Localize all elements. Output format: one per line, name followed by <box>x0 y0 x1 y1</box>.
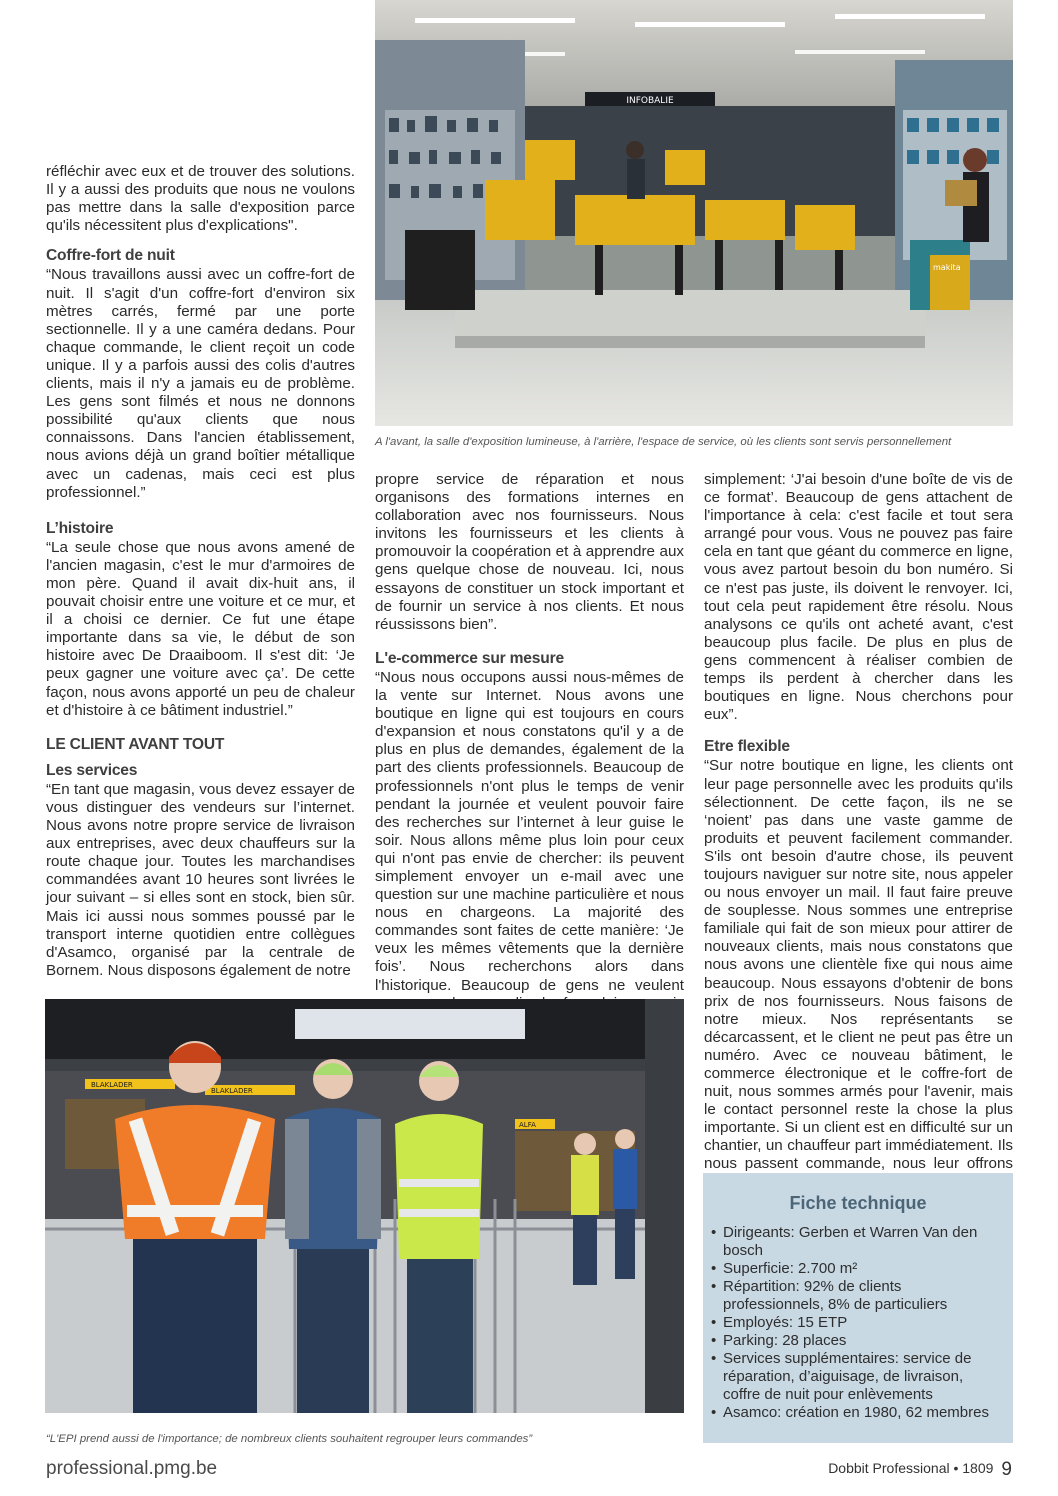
column-2-intro: propre service de réparation et nous organisons des formations internes en collaboration avec nos fournisseurs. Nous invitons les fournisseurs et les clients à promouvoir la coopération et à apprendre aux gens quelque chose de nouveau. Ici, nous essayons de constituer un stock important et de fournir un service à nos clients. Et nous réussissons bien”. <box>375 471 684 633</box>
infobalie-sign: INFOBALIE <box>626 96 674 106</box>
paragraph-services: “En tant que magasin, vous devez essayer de vous distinguer des vendeurs sur l’internet. Nous avons notre propre service de livraison aux entreprises, avec deux chauffeurs sur la route chaque jour. Toutes les marchandises commandées avant 10 heures sont livrées le jour suivant – si elles sont en stock, bien sûr. Mais ici aussi nous sommes poussé par le transport interne quotidien entre collègues d'Asamco, organisé par la centrale de Bornem. Nous disposons également de notre <box>46 780 355 979</box>
showroom-photo <box>375 0 1013 426</box>
makita-label: makita <box>933 263 961 272</box>
showroom-caption: A l'avant, la salle d'exposition lumineuse, à l'arrière, l'espace de service, où les clients sont servis personnellement <box>375 436 952 448</box>
shelf-label-1: BLAKLADER <box>91 1081 133 1089</box>
page-number: 9 <box>1001 1459 1012 1480</box>
heading-ecommerce: L'e-commerce sur mesure <box>375 649 564 667</box>
heading-coffre-fort: Coffre-fort de nuit <box>46 247 175 265</box>
ppe-illustration <box>45 999 684 1413</box>
fiche-technique-title: Fiche technique <box>789 1193 927 1213</box>
fiche-item-parking: • Parking: 28 places <box>711 1332 1001 1350</box>
footer-magazine-issue: Dobbit Professional • 1809 <box>828 1460 994 1476</box>
fiche-technique-box <box>703 1173 1013 1443</box>
fiche-item-superficie: • Superficie: 2.700 m² <box>711 1260 1001 1278</box>
footer-website-link[interactable]: professional.pmg.be <box>46 1458 218 1479</box>
article-column-3 <box>704 471 1013 1192</box>
fiche-item-dirigeants: • Dirigeants: Gerben et Warren Van den bosch <box>711 1224 1001 1260</box>
column-3-intro: simplement: ‘J'ai besoin d'une boîte de vis de ce format’. Beaucoup de gens attachent de l'importance à cela: c'est facile et tout sera arrangé pour vous. Vous ne pouvez pas faire cela en tant que géant du commerce en ligne, vous avez partout besoin du bon numéro. Si ce n'est pas juste, ils doivent le renvoyer. Ici, tout cela peut rapidement être résolu. Nous analysons ce qu'ils ont acheté avant, c'est beaucoup plus facile. De plus en plus de gens commencent à réaliser combien de temps ils perdent à chercher dans les boutiques en ligne. Nous cherchons pour eux”. <box>704 471 1013 724</box>
shelf-label-3: ALFA <box>519 1121 536 1129</box>
fiche-item-services: • Services supplémentaires: service de réparation, d’aiguisage, de livraison, coffre de nuit pour enlèvements <box>711 1350 1001 1404</box>
article-column-2 <box>375 471 684 1031</box>
paragraph-coffre-fort: “Nous travaillons aussi avec un coffre-fort de nuit. Il s'agit d'un coffre-fort d'environ six mètres carrés, fermé par une porte sectionnelle. Il y a une caméra dedans. Pour chaque commande, le client reçoit un code unique. Il y a parfois aussi des colis d'autres clients, mais il n'y a jamais eu de problème. Les gens sont filmés et nous ne donnons possibilité qu'aux clients que nous connaissons. Dans l'ancien établissement, nous avions déjà un grand boîtier métallique avec un cadenas, mais ceci est plus professionnel.” <box>46 266 355 501</box>
section-heading-client: LE CLIENT AVANT TOUT <box>46 735 225 753</box>
showroom-illustration <box>375 0 1013 426</box>
footer-magazine-info <box>828 1459 1012 1481</box>
ppe-caption: “L'EPI prend aussi de l'importance; de nombreux clients souhaitent regrouper leurs commandes” <box>46 1433 533 1445</box>
fiche-item-employes: • Employés: 15 ETP <box>711 1314 1001 1332</box>
fiche-technique-list <box>703 1224 1013 1422</box>
fiche-item-repartition: • Répartition: 92% de clients professionnels, 8% de particuliers <box>711 1278 1001 1314</box>
heading-services: Les services <box>46 761 138 779</box>
paragraph-flexible: “Sur notre boutique en ligne, les clients ont leur page personnelle avec les produits qu'ils sélectionnent. De cette façon, ils ne se ‘noient’ pas dans une vaste gamme de produits et peuvent facilement commander. S'ils ont besoin d'autre chose, ils peuvent toujours naviguer sur notre site, nous appeler ou nous envoyer un mail. Il faut faire preuve de souplesse. Nous sommes une entreprise familiale qui fait de son mieux pour attirer de nouveaux clients, mais nous constatons que nous avons une clientèle fixe qui nous aime beaucoup. Nous essayons d'obtenir de bons prix de nos fournisseurs. Nous faisons de notre mieux. Nos représentants se décarcassent, et le client ne peut pas être un numéro. Avec ce nouveau bâtiment, le commerce électronique et le coffre-fort de nuit, nous sommes armés pour l'avenir, mais le contact personnel reste la chose la plus importante. Si un client est en difficulté sur un chantier, un chauffeur part immédiatement. Ils nous passent commande, nous leur offrons <box>704 757 1013 1191</box>
paragraph-histoire: “La seule chose que nous avons amené de l'ancien magasin, c'est le mur d'armoires de mon père. Quand il avait dix-huit ans, il pouvait choisir entre une voiture et ce mur, et il a choisi ce dernier. Ce fut une étape importante dans sa vie, le début de son histoire avec De Draaiboom. Il s'est dit: ‘Je peux gagner une voiture avec ça’. De cette façon, nous avons apporté un peu de chaleur et d'histoire à ce bâtiment industriel.” <box>46 538 355 719</box>
column-1-intro: réfléchir avec eux et de trouver des solutions. Il y a aussi des produits que nous ne voulons pas mettre dans la salle d'exposition parce qu'ils nécessitent plus d'explications". <box>46 163 355 235</box>
article-column-1 <box>46 163 355 980</box>
heading-flexible: Etre flexible <box>704 738 790 756</box>
paragraph-ecommerce: “Nous nous occupons aussi nous-mêmes de la vente sur Internet. Nous avons une boutique en ligne qui est toujours en cours d'expansion et nous constatons qu'il y a de plus en plus de demandes, également de la part des clients professionnels. Beaucoup de professionnels n'ont plus le temps de venir pendant la journée et veulent pouvoir faire des recherches sur l’internet à leur guise le soir. Nous allons même plus loin pour ceux qui n'ont pas envie de chercher: ils peuvent simplement envoyer un e-mail avec une question sur une machine particulière et nous nous en chargeons. La majorité des commandes sont faites de cette manière: ‘Je veux les mêmes vêtements que la dernière fois’. Nous recherchons alors dans l'historique. Beaucoup de gens ne veulent <box>375 668 684 994</box>
fiche-item-asamco: • Asamco: création en 1980, 62 membres <box>711 1404 1001 1422</box>
shelf-label-2: BLAKLADER <box>211 1087 253 1095</box>
ppe-photo <box>45 999 684 1413</box>
heading-histoire: L’histoire <box>46 519 114 537</box>
